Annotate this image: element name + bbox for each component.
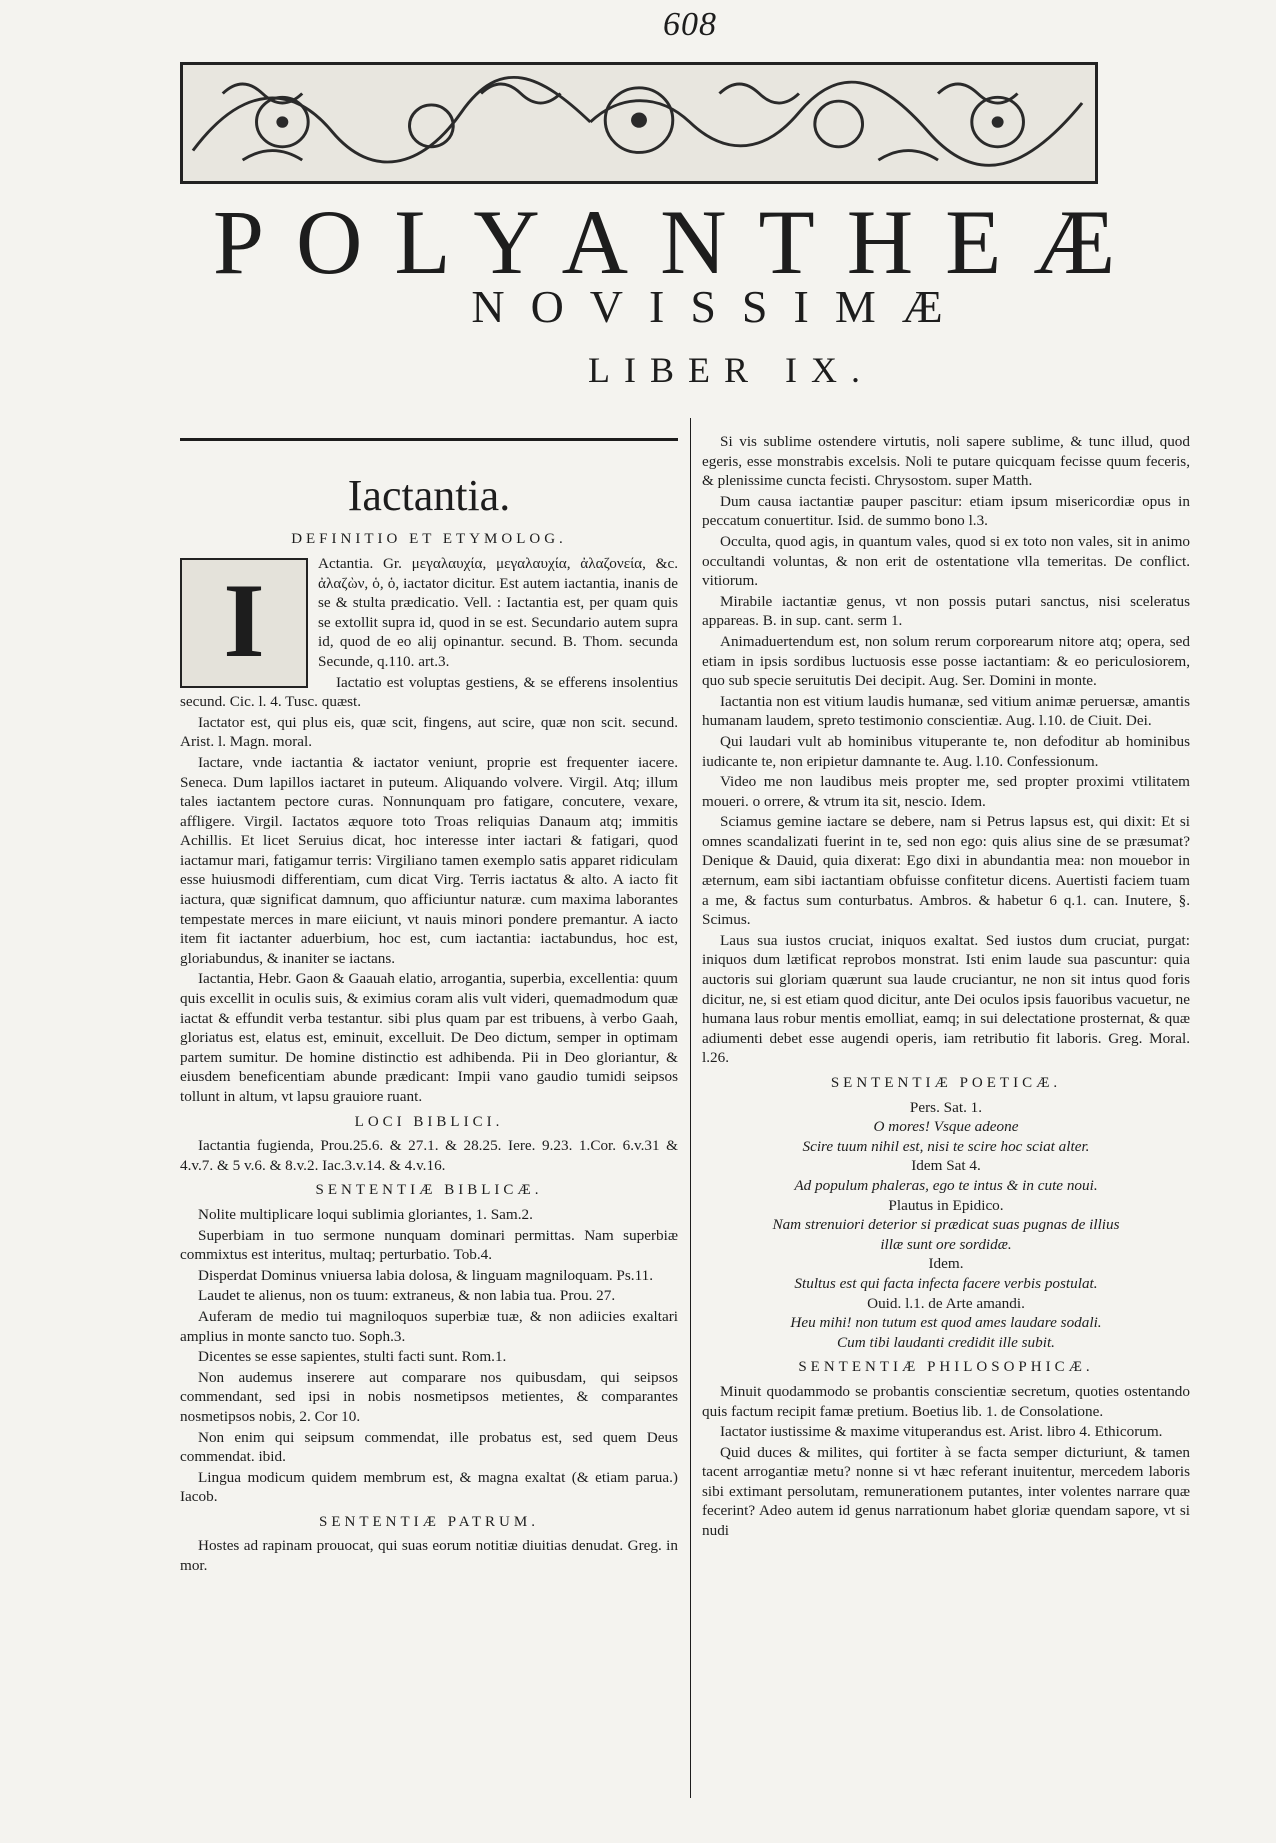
paragraph: Hostes ad rapinam prouocat, qui suas eorum notitiæ diuitias denudat. Greg. in mor. [180, 1537, 678, 1575]
book-number: LIBER IX. [588, 350, 874, 390]
paragraph: Minuit quodammodo se probantis conscientiæ secretum, quoties ostentando quis factum recipit famæ pretium. Boetius lib. 1. de Consolatione. [702, 1382, 1190, 1420]
poem-source: Pers. Sat. 1. [909, 1098, 983, 1116]
drop-cap-letter: I [223, 561, 265, 679]
paragraph: Iactantia non est vitium laudis humanæ, sed vitium animæ peruersæ, amantis humanam laudem, spreto testimonio conscientiæ. Aug. l.10. de Ciuit. Dei. [702, 692, 1190, 730]
paragraph: Actantia. Gr. μεγαλαυχία, μεγαλαυχία, ἀλαζονεία, &c. ἀλαζὼν, ὁ, ὁ, iactator dicitur. Est autem iactantia, inanis de se & stulta prædicatio. Vell. : Iactantia est, per quam quis se extollit supra id, quod in se est. Secundario autem supra id, quod de eo alij opinantur. secund. B. Thom. secunda Secunde, q.110. art.3. [318, 554, 678, 670]
poem-source: Plautus in Epidico. [888, 1196, 1004, 1214]
paragraph: Iactator iustissime & maxime vituperandus est. Arist. libro 4. Ethicorum. [720, 1423, 1163, 1441]
paragraph: Iactator est, qui plus eis, quæ scit, fingens, aut scire, quæ non scit. secund. Arist. l. Magn. moral. [180, 713, 678, 751]
poem-line: Scire tuum nihil est, nisi te scire hoc sciat alter. [802, 1137, 1090, 1155]
paragraph: Iactantia, Hebr. Gaon & Gaauah elatio, arrogantia, superbia, excellentia: quum quis excellit in oculis suis, & eximius coram alis vult videri, quemadmodum quæ iactat & effundit verba testantur. sibi plus quam par est tribuens, à verbo Gaah, gloriatus est, elatus est, eminuit, excelluit. De Deo dictum, semper in optimam partem sumitur. De homine distinctio est adhibenda. Pii in Deo gloriantur, & eiusdem beneficentiam abunde prædicant: Impii vano gaudio tumidi seipsos tollunt in altum, vt lapsu grauiore ruant. [180, 970, 678, 1106]
paragraph: Nolite multiplicare loqui sublimia gloriantes, 1. Sam.2. [198, 1205, 533, 1223]
subsection-loci-biblici: LOCI BIBLICI. [354, 1113, 504, 1130]
poem-line: O mores! Vsque adeone [873, 1118, 1019, 1136]
ornament-icon [183, 65, 1095, 181]
paragraph: Video me non laudibus meis propter me, sed propter proximi vtilitatem moueri. o orrere, & vtrum ita sit, nescio. Idem. [702, 773, 1190, 810]
paragraph: Iactatio est voluptas gestiens, & se efferens insolentius secund. Cic. l. 4. Tusc. quæst. [180, 673, 678, 711]
poem-source: Ouid. l.1. de Arte amandi. [867, 1294, 1025, 1312]
book-subtitle: NOVISSIMÆ [471, 281, 969, 332]
subsection-definitio: DEFINITIO ET ETYMOLOG. [291, 531, 567, 548]
paragraph: Occulta, quod agis, in quantum vales, quod si ex toto non vales, sit in animo occultandi voluntas, & non erit de ostentatione vlla temeritas. De conflict. vitiorum. [702, 532, 1190, 590]
paragraph: Iactare, vnde iactantia & iactator veniunt, proprie est frequenter iacere. Seneca. Dum lapillos iactaret in puteum. Aliquando volvere. Virgil. Atq; illum tales iactantem pectore curas. Nonnunquam pro fatigare, concutere, vexare, affligere. Virgil. Iactatos æquore toto Troas reliquias Danaum atq; immitis Achillis. Et licet Seruius dicat, hoc interesse inter iactari & fatigari, quod iactamur mari, fatigamur terris: Virgiliano tamen exemplo satis apparet ridiculam esse huiusmodi differentiam, cum dicat Virg. Terris iactatus & alto. A iacto fit iactura, quæ significat damnum, quo afficiuntur naturæ. cum maxima laborantes tempestate merces in mare eiiciunt, vt nauis minori pondere premantur. A iacto item fit iactanter aduerbium, hoc est, cum iactantia: iactabundus, hoc est, gloriabundus, & inaniter se iactans. [180, 753, 678, 967]
paragraph: Auferam de medio tui magniloquos superbiæ tuæ, & non adiicies exaltari amplius in monte sancto tuo. Soph.3. [180, 1307, 678, 1345]
poem-source: Idem. [928, 1255, 964, 1273]
paragraph: Dum causa iactantiæ pauper pascitur: etiam ipsum misericordiæ opus in peccatum conuertitur. Isid. de summo bono l.3. [702, 492, 1190, 530]
paragraph: Non audemus inserere aut comparare nos quibusdam, qui seipsos commendant, sed ipsi in nobis nosmetipsos metientes, & comparantes nosmetipsos nobis, 2. Cor 10. [180, 1368, 678, 1425]
paragraph: Laudet te alienus, non os tuum: extraneus, & non labia tua. Prou. 27. [198, 1287, 616, 1305]
paragraph: Sciamus gemine iactare se debere, nam si Petrus lapsus est, qui dixit: Et si omnes scandalizati fuerint in te, sed non ego: quis alius sine de se præsumat? Denique & Dauid, quia dixerat: Ego dixi in abundantia mea: non mouebor in æternum, eam sibi iactantiam obfuisse confitetur dicens. Auertisti faciem tuam a me, & factus sum conturbatus. Ambros. & habetur 6 q.1. can. Inutere, §. Scimus. [702, 813, 1190, 929]
paragraph: Iactantia fugienda, Prou.25.6. & 27.1. & 28.25. Iere. 9.23. 1.Cor. 6.v.31 & 4.v.7. & 5 v.6. & 8.v.2. Iac.3.v.14. & 4.v.16. [180, 1137, 678, 1174]
paragraph: Animaduertendum est, non solum rerum corporearum nitore atq; opera, sed etiam in ipsis sordibus luctuosis esse posse iactantiam: & eo periculosiorem, quo sub specie seruitutis Dei decipit. Aug. Ser. Domini in monte. [702, 632, 1190, 690]
section-heading: Iactantia. [347, 471, 511, 520]
poem-line: Nam strenuiori deterior si prædicat suas pugnas de illius [772, 1216, 1120, 1234]
paragraph: Superbiam in tuo sermone nunquam dominari permittas. Nam superbiæ commixtus est interitus, multaq; perturbatio. Tob.4. [180, 1226, 678, 1264]
left-column-rule [180, 438, 678, 441]
paragraph: Mirabile iactantiæ genus, vt non possis putari sanctus, nisi sceleratus appareas. B. in sup. cant. serm 1. [702, 592, 1190, 630]
paragraph: Qui laudari vult ab hominibus vituperante te, non defoditur ab hominibus iudicante te, non eripietur damnante te. Aug. l.10. Confessionum. [702, 732, 1190, 770]
paragraph: Non enim qui seipsum commendat, ille probatus est, sed quem Deus commendat. ibid. [180, 1428, 678, 1466]
drop-cap [180, 558, 308, 688]
column-divider [690, 418, 691, 1798]
poem-source: Idem Sat 4. [911, 1157, 981, 1175]
paragraph: Laus sua iustos cruciat, iniquos exaltat. Sed iustos dum cruciat, purgat: iniquos dum lætificat reprobos monstrat. Isti enim laude sua pascuntur: quia auctoris sui gloriam quærunt sua laude cruciantur, ne non sit intus quod foris dicitur, ne, si est etiam quod dicitur, ante Dei oculos ipsis fauoribus vacuetur, ne humana laus robur mentis emolliat, eamq; in sui delectatione prosternat, & quæ adiumenti debet esse augendi operis, iam retributio fit laboris. Greg. Moral. l.26. [702, 931, 1190, 1067]
subsection-sententiae-poeticae: SENTENTIÆ POETICÆ. [830, 1075, 1062, 1091]
left-column [180, 452, 678, 1577]
subsection-sententiae-patrum: SENTENTIÆ PATRUM. [319, 1513, 539, 1530]
poem-line: Stultus est qui facta infecta facere verbis postulat. [794, 1274, 1098, 1292]
subsection-sententiae-biblicae: SENTENTIÆ BIBLICÆ. [315, 1182, 543, 1199]
paragraph: Disperdat Dominus vniuersa labia dolosa, & linguam magniloquam. Ps.11. [198, 1266, 654, 1284]
book-title: POLYANTHEÆ [212, 191, 1148, 293]
paragraph: Quid duces & milites, qui fortiter à se facta semper dicturiunt, & tamen tacent arrogantiæ metu? nonne si vt hæc referant inuitentur, mercedem laboris sibi extimant persolutam, remunerationem putantes, inter volentes narrare quæ fecerint? Adeo autem id genus narrationum habet gloriæ quendam sapore, vt si nudi [702, 1443, 1190, 1540]
page-number: 608 [663, 6, 717, 43]
paragraph: Si vis sublime ostendere virtutis, noli sapere sublime, & tunc illud, quod egeris, esse monstrabis excelsis. Noli te putare quicquam fecisse quum feceris, & plenissime cuncta fecisti. Chrysostom. super Matth. [702, 433, 1190, 490]
paragraph: Dicentes se esse sapientes, stulti facti sunt. Rom.1. [198, 1348, 507, 1366]
poem-line: Heu mihi! non tutum est quod ames laudare sodali. [790, 1314, 1102, 1332]
poem-line: Ad populum phaleras, ego te intus & in cute noui. [794, 1176, 1098, 1194]
decorative-header-band [180, 62, 1098, 184]
right-column [702, 432, 1190, 1542]
poem-line: illæ sunt ore sordidæ. [880, 1235, 1012, 1253]
poem-line: Cum tibi laudanti credidit ille subit. [837, 1333, 1055, 1351]
paragraph: Lingua modicum quidem membrum est, & magna exaltat (& etiam parua.) Iacob. [180, 1468, 678, 1506]
subsection-sententiae-philosophicae: SENTENTIÆ PHILOSOPHICÆ. [798, 1359, 1094, 1376]
